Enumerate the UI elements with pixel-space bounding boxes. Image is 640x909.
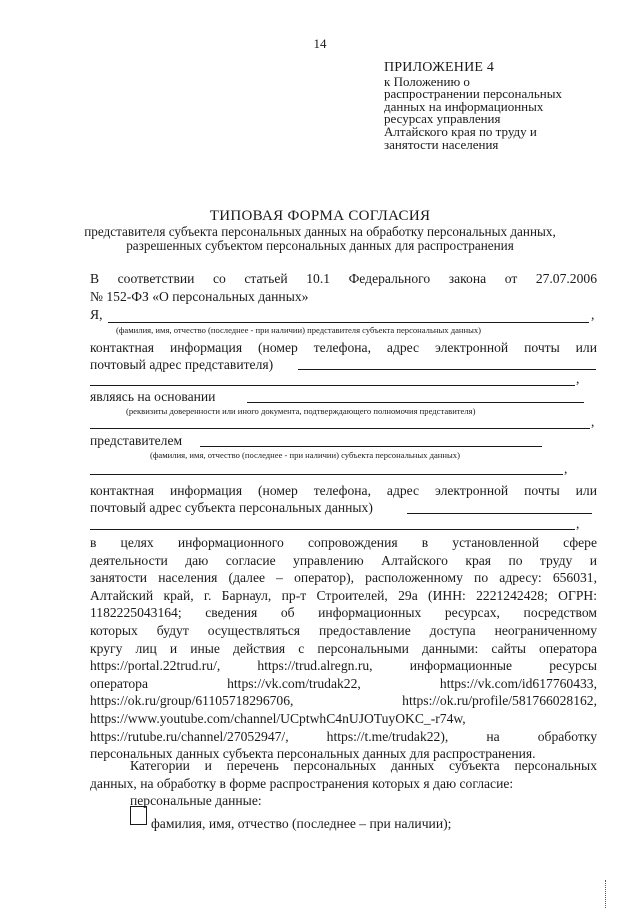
consent-line: занятости населения (далее – оператор), расположенному по адресу: 656031, <box>90 570 597 586</box>
appendix-line: к Положению о <box>384 73 470 89</box>
categories-line: данных, на обработку в форме распространения которых я даю согласие: <box>90 776 514 791</box>
contact-rep-field[interactable] <box>298 369 596 370</box>
consent-line: которых будут осуществляться предоставление доступа неограниченному <box>90 622 597 638</box>
comma: , <box>591 307 595 322</box>
contact-rep-field-2[interactable] <box>90 385 575 386</box>
contact-subj-field-2[interactable] <box>90 529 575 530</box>
basis-field-2[interactable] <box>90 428 590 429</box>
contact-rep-line: почтовый адрес представителя) <box>90 357 274 372</box>
consent-line: деятельности даю согласие управлению Алтайского края по труду и <box>90 552 597 568</box>
fio-checkbox[interactable] <box>130 806 147 825</box>
subject-name-field-2[interactable] <box>90 474 563 475</box>
form-title: ТИПОВАЯ ФОРМА СОГЛАСИЯ <box>209 208 431 224</box>
intro-line: № 152-ФЗ «О персональных данных» <box>90 289 309 304</box>
appendix-line: данных на информационных <box>384 98 544 114</box>
consent-line: https://ok.ru/group/61105718296706, https://ok.ru/profile/581766028162, <box>90 693 597 709</box>
fio-checkbox-label: фамилия, имя, отчество (последнее – при наличии); <box>151 816 452 831</box>
contact-subj-line: контактная информация (номер телефона, адрес электронной почты или <box>90 483 597 498</box>
consent-line: кругу лиц и иные действия с персональными данными: сайты оператора <box>90 640 597 656</box>
comma: , <box>564 461 568 476</box>
appendix-block <box>384 62 562 151</box>
subject-name-field[interactable] <box>200 446 542 447</box>
appendix-line: Алтайского края по труду и <box>384 123 537 139</box>
rep-name-field[interactable] <box>108 322 589 323</box>
comma: , <box>576 516 580 531</box>
personal-data-label: персональные данные: <box>130 793 262 808</box>
binding-mark <box>605 880 607 908</box>
consent-line: Алтайский край, г. Барнаул, пр-т Строителей, 29а (ИНН: 2221242428; ОГРН: <box>90 587 597 603</box>
contact-subj-field[interactable] <box>407 513 592 514</box>
i-label: Я, <box>90 307 103 322</box>
appendix-line: распространении персональных <box>384 86 562 102</box>
categories-line: Категории и перечень персональных данных субъекта персональных <box>130 758 597 773</box>
consent-line: 1182225043164; сведения об информационных ресурсах, посредством <box>90 605 597 621</box>
consent-line: https://portal.22trud.ru/, https://trud.alregn.ru, информационные ресурсы <box>90 658 597 674</box>
consent-line: https://rutube.ru/channel/27052947/, https://t.me/trudak22), на обработку <box>90 728 597 744</box>
comma: , <box>591 414 595 429</box>
contact-rep-line: контактная информация (номер телефона, адрес электронной почты или <box>90 340 597 355</box>
appendix-title: ПРИЛОЖЕНИЕ 4 <box>384 60 495 75</box>
contact-subj-line: почтовый адрес субъекта персональных данных) <box>90 500 373 515</box>
consent-paragraph <box>90 534 597 763</box>
basis-field[interactable] <box>247 402 584 403</box>
consent-line: в целях информационного сопровождения в установленной сфере <box>90 535 597 550</box>
intro-line: В соответствии со статьей 10.1 Федерального закона от 27.07.2006 <box>90 271 597 286</box>
page-number: 14 <box>313 36 327 51</box>
appendix-line: занятости населения <box>384 136 499 152</box>
consent-line: персональных данных субъекта персональных данных для распространения. <box>90 746 536 762</box>
comma: , <box>576 371 580 386</box>
basis-caption: (реквизиты доверенности или иного документа, подтверждающего полномочия представителя) <box>126 406 476 416</box>
representative-label: представителем <box>90 433 183 448</box>
appendix-line: ресурсах управления <box>384 111 501 127</box>
consent-line: https://www.youtube.com/channel/UCptwhC4nUJOTuyOKC_-r74w, <box>90 710 466 726</box>
subject-name-caption: (фамилия, имя, отчество (последнее - при наличии) субъекта персональных данных) <box>150 450 460 460</box>
rep-name-caption: (фамилия, имя, отчество (последнее - при наличии) представителя субъекта персональных данных) <box>116 325 482 335</box>
basis-label: являясь на основании <box>90 389 216 404</box>
consent-line: оператора https://vk.com/trudak22, https://vk.com/id617760433, <box>90 675 597 691</box>
form-subtitle: представителя субъекта персональных данных на обработку персональных данных, разрешенных субъектом персональных данных для распространения <box>84 224 556 253</box>
